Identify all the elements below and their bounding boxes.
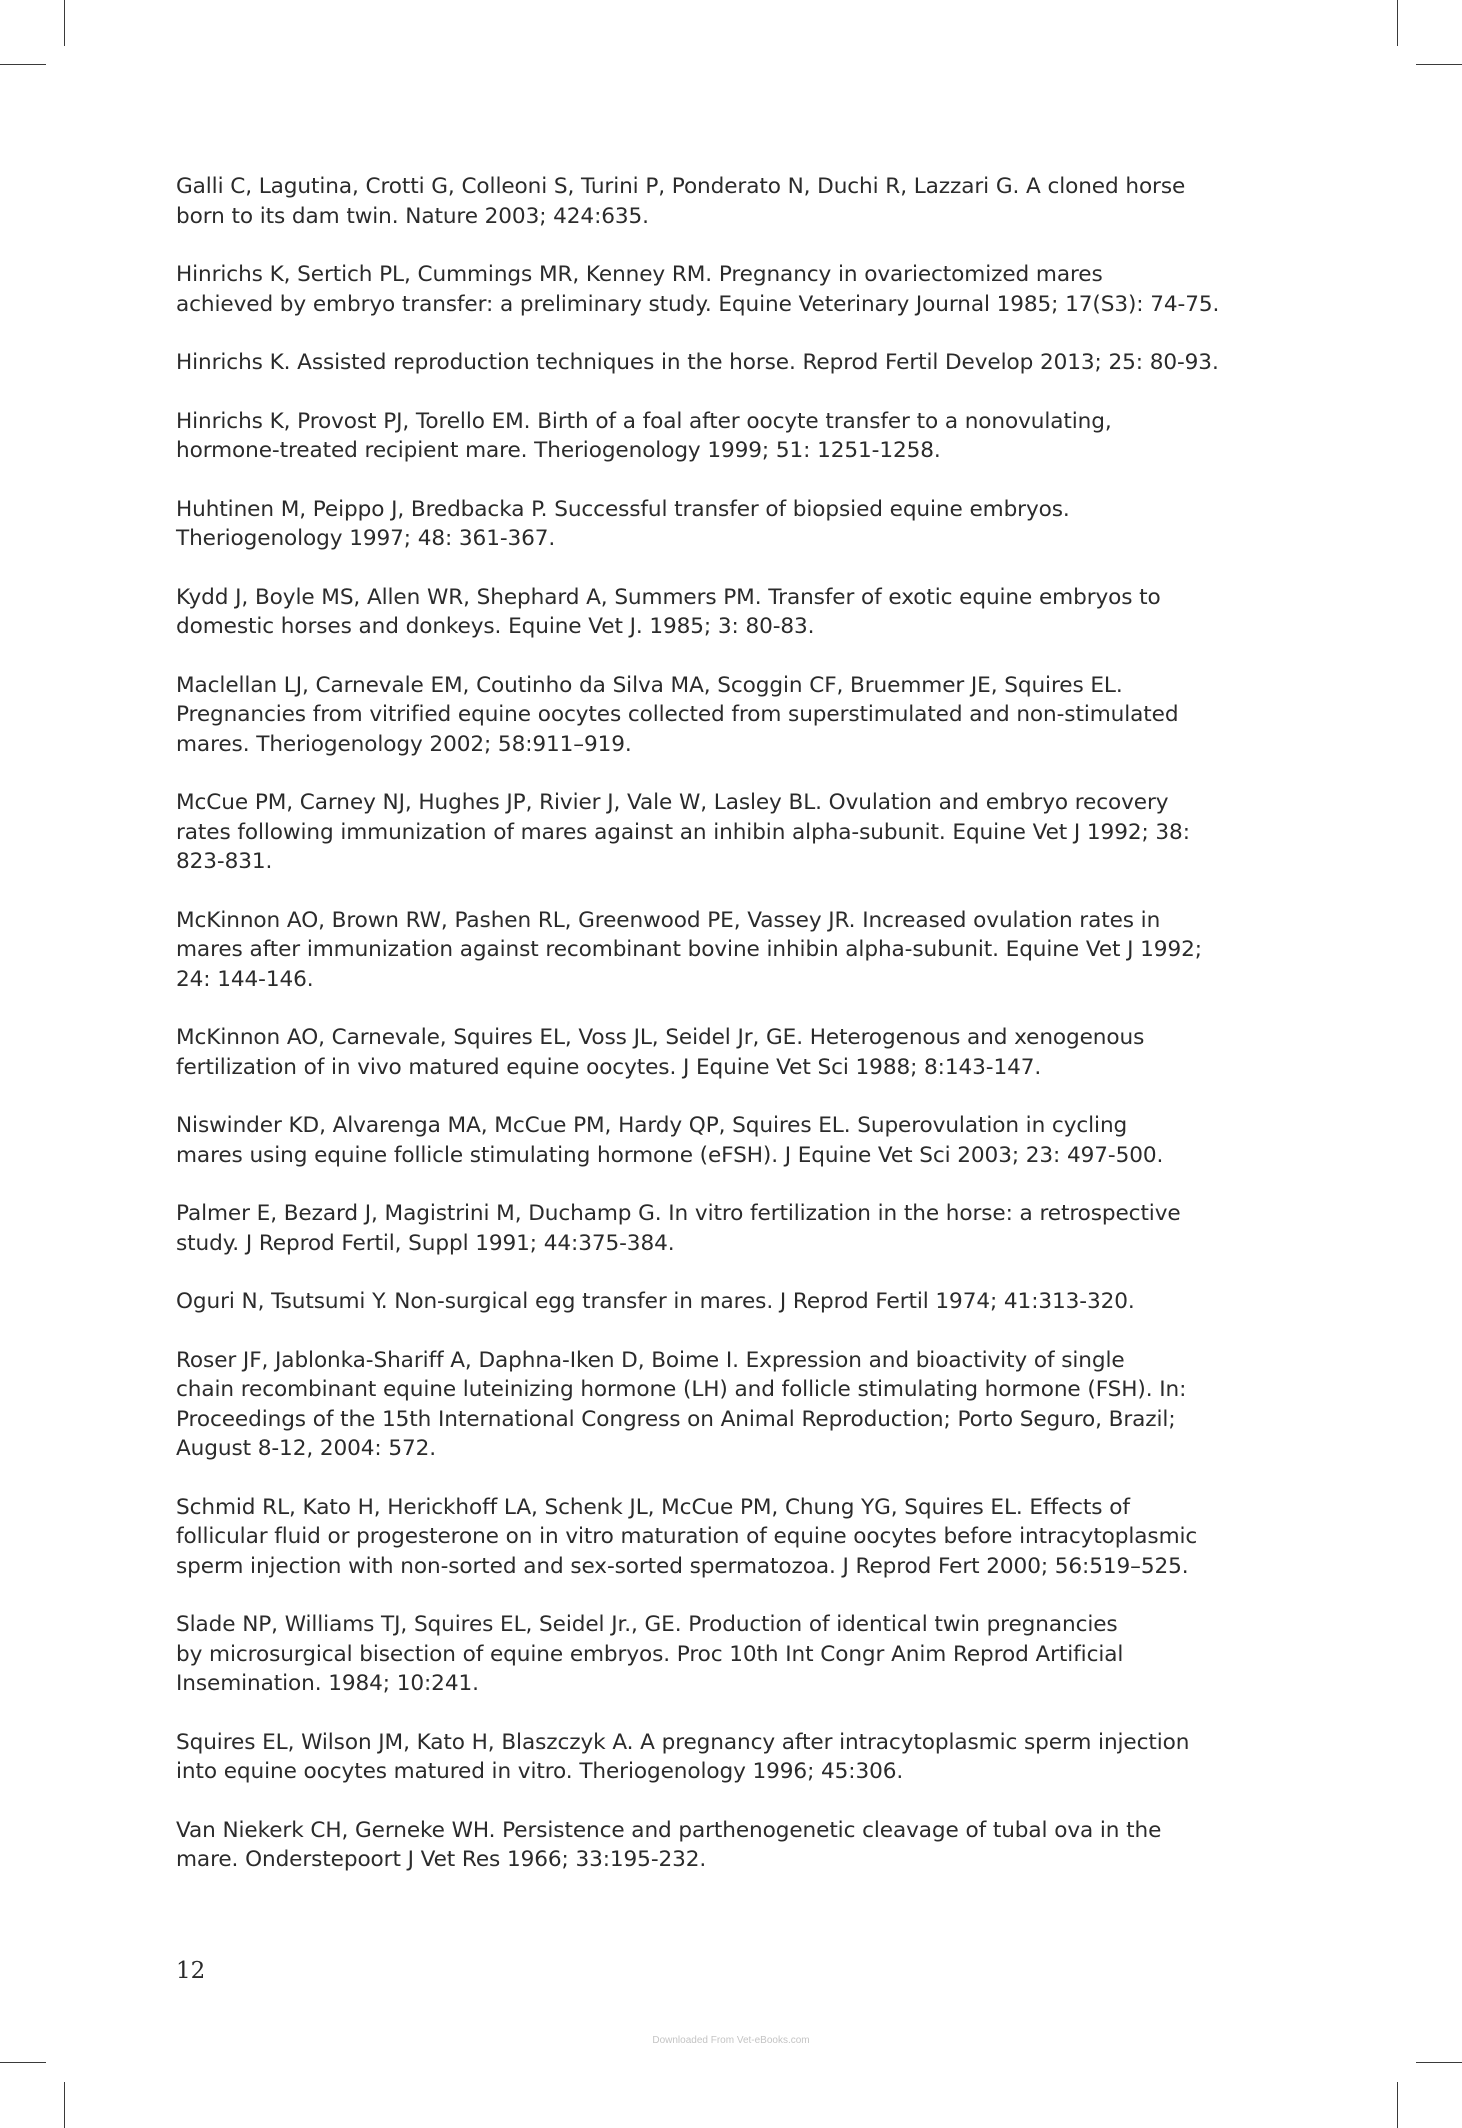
crop-mark-top-right-horizontal <box>1416 64 1462 65</box>
reference-item: Van Niekerk CH, Gerneke WH. Persistence and parthenogenetic cleavage of tubal ova in the mare. Onderstepoort J Vet Res 1966; 33:195-232. <box>176 1817 1162 1872</box>
reference-item: Kydd J, Boyle MS, Allen WR, Shephard A, Summers PM. Transfer of exotic equine embryos to domestic horses and donkeys. Equine Vet J. 1985; 3: 80-83. <box>176 584 1161 639</box>
reference-item: Maclellan LJ, Carnevale EM, Coutinho da Silva MA, Scoggin CF, Bruemmer JE, Squires EL. Pregnancies from vitrified equine oocytes collected from superstimulated and non-stimulated mares. Theriogenology 2002; 58:911–919. <box>176 672 1179 757</box>
reference-item: McCue PM, Carney NJ, Hughes JP, Rivier J, Vale W, Lasley BL. Ovulation and embryo recovery rates following immunization of mares against an inhibin alpha-subunit. Equine Vet J 1992; 38: 823-831. <box>176 790 1190 874</box>
reference-item: McKinnon AO, Carnevale, Squires EL, Voss JL, Seidel Jr, GE. Heterogenous and xenogenous fertilization of in vivo matured equine oocytes. J Equine Vet Sci 1988; 8:143-147. <box>176 1025 1145 1080</box>
crop-mark-bottom-left-vertical <box>64 2082 65 2128</box>
reference-item: Huhtinen M, Peippo J, Bredbacka P. Successful transfer of biopsied equine embryos. Theriogenology 1997; 48: 361-367. <box>176 496 1070 551</box>
reference-item: Slade NP, Williams TJ, Squires EL, Seidel Jr., GE. Production of identical twin pregnancies by microsurgical bisection of equine embryos. Proc 10th Int Congr Anim Reprod Artificial Insemination. 1984; 10:241. <box>176 1612 1124 1696</box>
watermark: Downloaded From Vet-eBooks.com <box>652 2035 810 2046</box>
crop-mark-top-right-vertical <box>1397 0 1398 46</box>
page-number: 12 <box>176 1958 206 1984</box>
reference-item: Galli C, Lagutina, Crotti G, Colleoni S, Turini P, Ponderato N, Duchi R, Lazzari G. A cloned horse born to its dam twin. Nature 2003; 424:635. <box>176 174 1186 229</box>
reference-item: Hinrichs K, Sertich PL, Cummings MR, Kenney RM. Pregnancy in ovariectomized mares achieved by embryo transfer: a preliminary study. Equine Veterinary Journal 1985; 17(S3): 74-75. <box>176 262 1220 317</box>
crop-mark-bottom-right-horizontal <box>1416 2062 1462 2063</box>
crop-mark-top-left-vertical <box>64 0 65 46</box>
reference-item: Roser JF, Jablonka-Shariff A, Daphna-Iken D, Boime I. Expression and bioactivity of single chain recombinant equine luteinizing hormone (LH) and follicle stimulating hormone (FSH). In: Proceedings of the 15th International Congress on Animal Reproduction; Porto Seguro, Brazil; August 8-12, 2004: 572. <box>176 1347 1187 1461</box>
crop-mark-top-left-horizontal <box>0 64 46 65</box>
reference-item: Oguri N, Tsutsumi Y. Non-surgical egg transfer in mares. J Reprod Fertil 1974; 41:313-320. <box>176 1289 1135 1314</box>
reference-item: Squires EL, Wilson JM, Kato H, Blaszczyk A. A pregnancy after intracytoplasmic sperm injection into equine oocytes matured in vitro. Theriogenology 1996; 45:306. <box>176 1729 1190 1784</box>
crop-mark-bottom-left-horizontal <box>0 2062 46 2063</box>
crop-mark-bottom-right-vertical <box>1397 2082 1398 2128</box>
reference-list <box>176 172 1266 1904</box>
reference-item: Palmer E, Bezard J, Magistrini M, Duchamp G. In vitro fertilization in the horse: a retrospective study. J Reprod Fertil, Suppl 1991; 44:375-384. <box>176 1201 1181 1256</box>
reference-item: Schmid RL, Kato H, Herickhoff LA, Schenk JL, McCue PM, Chung YG, Squires EL. Effects of follicular fluid or progesterone on in vitro maturation of equine oocytes before intracytoplasmic sperm injection with non-sorted and sex-sorted spermatozoa. J Reprod Fert 2000; 56:519–525. <box>176 1494 1198 1579</box>
reference-item: Hinrichs K, Provost PJ, Torello EM. Birth of a foal after oocyte transfer to a nonovulating, hormone-treated recipient mare. Theriogenology 1999; 51: 1251-1258. <box>176 408 1112 463</box>
reference-item: Hinrichs K. Assisted reproduction techniques in the horse. Reprod Fertil Develop 2013; 25: 80-93. <box>176 350 1219 375</box>
reference-item: Niswinder KD, Alvarenga MA, McCue PM, Hardy QP, Squires EL. Superovulation in cycling mares using equine follicle stimulating hormone (eFSH). J Equine Vet Sci 2003; 23: 497-500. <box>176 1113 1164 1168</box>
reference-item: McKinnon AO, Brown RW, Pashen RL, Greenwood PE, Vassey JR. Increased ovulation rates in mares after immunization against recombinant bovine inhibin alpha-subunit. Equine Vet J 1992; 24: 144-146. <box>176 907 1202 992</box>
